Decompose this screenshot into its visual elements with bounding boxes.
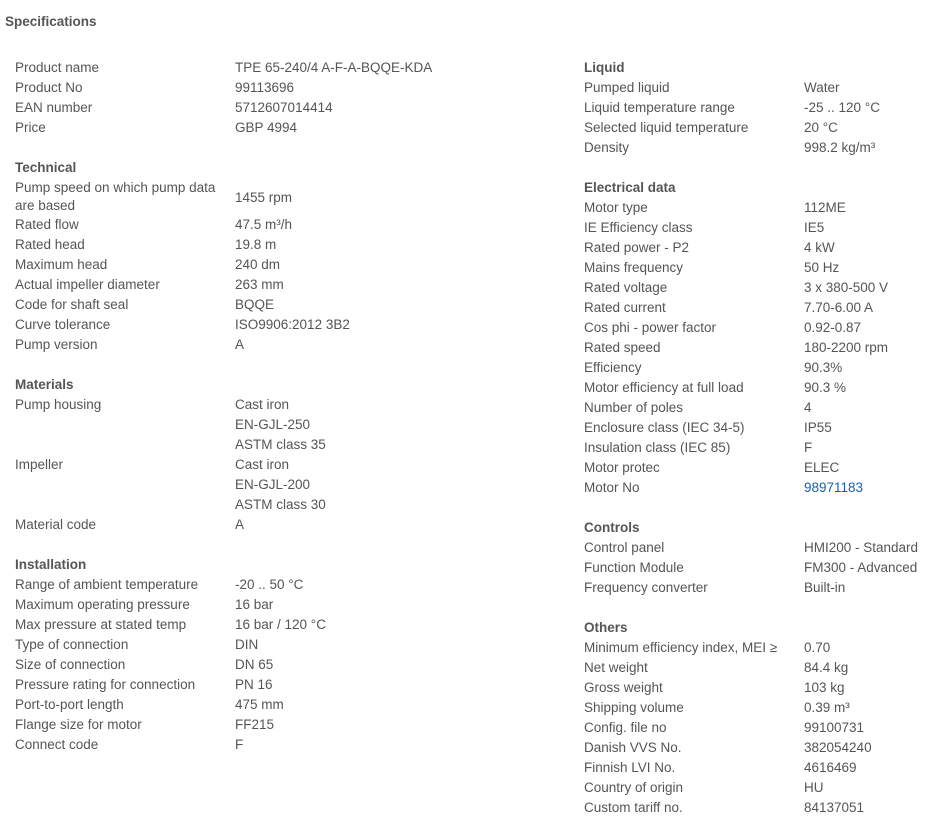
- spec-values: [804, 398, 931, 418]
- spec-row-minimum-efficiency-index-mei: [584, 638, 931, 658]
- spec-row-enclosure-class-iec-34-5: [584, 418, 931, 438]
- spec-label: Control panel: [584, 540, 665, 555]
- spec-values: [804, 658, 931, 678]
- spec-label: Size of connection: [15, 657, 126, 672]
- spec-values: [804, 558, 931, 578]
- spec-label: Gross weight: [584, 680, 663, 695]
- spec-values: [804, 378, 931, 398]
- spec-row-ie-efficiency-class: [584, 218, 931, 238]
- spec-label: Product No: [15, 80, 83, 95]
- spec-value: 99100731: [804, 720, 865, 735]
- spec-label: Type of connection: [15, 637, 129, 652]
- spec-row-rated-power-p2: [584, 238, 931, 258]
- spec-label: Number of poles: [584, 400, 684, 415]
- spec-row-port-to-port-length: [15, 695, 560, 715]
- spec-label: Insulation class (IEC 85): [584, 440, 731, 455]
- spec-values: [235, 735, 560, 755]
- spec-value: IP55: [804, 420, 832, 435]
- spec-label: Finnish LVI No.: [584, 760, 676, 775]
- section-heading: Controls: [584, 520, 640, 535]
- spec-value: -20 .. 50 °C: [235, 577, 304, 592]
- spec-values: [804, 778, 931, 798]
- spec-row-function-module: [584, 558, 931, 578]
- spec-value: 240 dm: [235, 257, 281, 272]
- spec-value: HU: [804, 780, 824, 795]
- spec-values: [235, 395, 560, 455]
- spec-values: [235, 78, 560, 98]
- spec-label: Frequency converter: [584, 580, 708, 595]
- spec-row-pressure-rating-for-connection: [15, 675, 560, 695]
- spec-values: [235, 695, 560, 715]
- spec-values: [804, 258, 931, 278]
- spec-values: [804, 758, 931, 778]
- spec-value: 84137051: [804, 800, 865, 815]
- spec-values: [235, 455, 560, 515]
- spec-section-electrical-data: [584, 178, 931, 498]
- spec-values: [235, 615, 560, 635]
- spec-value: -25 .. 120 °C: [804, 100, 880, 115]
- spec-row-net-weight: [584, 658, 931, 678]
- spec-row-shipping-volume: [584, 698, 931, 718]
- spec-value: A: [235, 517, 245, 532]
- spec-label: Minimum efficiency index, MEI ≥: [584, 640, 778, 655]
- spec-row-size-of-connection: [15, 655, 560, 675]
- spec-label: Code for shaft seal: [15, 297, 129, 312]
- spec-value: PN 16: [235, 677, 273, 692]
- spec-values: [804, 318, 931, 338]
- spec-value: 112ME: [804, 200, 846, 215]
- spec-label: Range of ambient temperature: [15, 577, 199, 592]
- spec-row-material-code: [15, 515, 560, 535]
- spec-label: IE Efficiency class: [584, 220, 693, 235]
- spec-values: [235, 98, 560, 118]
- spec-label: Actual impeller diameter: [15, 277, 160, 292]
- spec-section-product: [15, 58, 560, 138]
- spec-label: Rated current: [584, 300, 666, 315]
- spec-section-controls: [584, 518, 931, 598]
- spec-values: [804, 638, 931, 658]
- spec-value: Cast iron: [235, 397, 290, 412]
- spec-row-motor-protec: [584, 458, 931, 478]
- specs-right-column: [584, 58, 931, 838]
- spec-section-technical: [15, 158, 560, 355]
- section-heading: Others: [584, 620, 628, 635]
- spec-row-flange-size-for-motor: [15, 715, 560, 735]
- spec-label: Maximum operating pressure: [15, 597, 190, 612]
- spec-values: [804, 218, 931, 238]
- spec-label: Max pressure at stated temp: [15, 617, 187, 632]
- page-title: Specifications: [5, 14, 97, 29]
- spec-values: [804, 798, 931, 818]
- spec-row-pump-housing: [15, 395, 560, 455]
- spec-value: ELEC: [804, 460, 840, 475]
- spec-value: 19.8 m: [235, 237, 277, 252]
- spec-values: [235, 178, 560, 215]
- spec-label: Material code: [15, 517, 97, 532]
- spec-value: TPE 65-240/4 A-F-A-BQQE-KDA: [235, 60, 433, 75]
- section-heading: Installation: [15, 557, 87, 572]
- spec-section-liquid: [584, 58, 931, 158]
- spec-row-motor-efficiency-at-full-load: [584, 378, 931, 398]
- spec-label: Connect code: [15, 737, 99, 752]
- spec-label: Flange size for motor: [15, 717, 142, 732]
- spec-values: [235, 315, 560, 335]
- spec-values: [235, 595, 560, 615]
- spec-label: Motor No: [584, 480, 640, 495]
- spec-label: Net weight: [584, 660, 648, 675]
- spec-label: Impeller: [15, 457, 64, 472]
- spec-values: [804, 578, 931, 598]
- spec-values: [804, 478, 931, 498]
- spec-values: [804, 438, 931, 458]
- spec-row-liquid-temperature-range: [584, 98, 931, 118]
- spec-value: FF215: [235, 717, 275, 732]
- spec-label: Selected liquid temperature: [584, 120, 749, 135]
- spec-values: [235, 235, 560, 255]
- spec-label: Cos phi - power factor: [584, 320, 717, 335]
- spec-value: 4: [804, 400, 812, 415]
- spec-label: Function Module: [584, 560, 684, 575]
- spec-label: Rated voltage: [584, 280, 668, 295]
- spec-row-mains-frequency: [584, 258, 931, 278]
- spec-value: 1455 rpm: [235, 190, 293, 205]
- spec-values: [804, 458, 931, 478]
- spec-row-efficiency: [584, 358, 931, 378]
- spec-row-code-for-shaft-seal: [15, 295, 560, 315]
- spec-values: [235, 655, 560, 675]
- spec-value: IE5: [804, 220, 825, 235]
- spec-value: 50 Hz: [804, 260, 840, 275]
- spec-values: [235, 275, 560, 295]
- spec-label: Pressure rating for connection: [15, 677, 196, 692]
- spec-values: [804, 138, 931, 158]
- spec-values: [804, 238, 931, 258]
- spec-values: [235, 58, 560, 78]
- spec-row-pump-speed-on-which-pump-data-are-based: [15, 178, 560, 215]
- spec-values: [804, 698, 931, 718]
- spec-value: ASTM class 30: [235, 497, 326, 512]
- spec-row-pump-version: [15, 335, 560, 355]
- spec-label: Danish VVS No.: [584, 740, 682, 755]
- spec-section-materials: [15, 375, 560, 535]
- spec-value: 998.2 kg/m³: [804, 140, 876, 155]
- spec-row-custom-tariff-no: [584, 798, 931, 818]
- spec-value: ISO9906:2012 3B2: [235, 317, 350, 332]
- spec-values: [804, 718, 931, 738]
- spec-label: Pumped liquid: [584, 80, 670, 95]
- spec-values: [235, 515, 560, 535]
- spec-row-product-no: [15, 78, 560, 98]
- spec-label: Curve tolerance: [15, 317, 111, 332]
- spec-values: [804, 418, 931, 438]
- spec-row-motor-type: [584, 198, 931, 218]
- spec-label: Port-to-port length: [15, 697, 124, 712]
- section-heading: Materials: [15, 377, 74, 392]
- spec-values: [804, 198, 931, 218]
- spec-value: 90.3%: [804, 360, 843, 375]
- spec-row-ean-number: [15, 98, 560, 118]
- spec-row-maximum-operating-pressure: [15, 595, 560, 615]
- spec-value: FM300 - Advanced: [804, 560, 918, 575]
- spec-values: [235, 635, 560, 655]
- spec-row-number-of-poles: [584, 398, 931, 418]
- spec-row-actual-impeller-diameter: [15, 275, 560, 295]
- spec-values: [235, 295, 560, 315]
- spec-row-impeller: [15, 455, 560, 515]
- spec-label: Enclosure class (IEC 34-5): [584, 420, 745, 435]
- spec-values: [235, 675, 560, 695]
- spec-row-pumped-liquid: [584, 78, 931, 98]
- spec-section-others: [584, 618, 931, 818]
- spec-row-cos-phi-power-factor: [584, 318, 931, 338]
- spec-value: GBP 4994: [235, 120, 298, 135]
- spec-row-price: [15, 118, 560, 138]
- spec-label: Shipping volume: [584, 700, 684, 715]
- spec-value: Cast iron: [235, 457, 290, 472]
- spec-row-range-of-ambient-temperature: [15, 575, 560, 595]
- spec-row-finnish-lvi-no: [584, 758, 931, 778]
- spec-value: 103 kg: [804, 680, 845, 695]
- spec-value: 16 bar: [235, 597, 274, 612]
- spec-label: Rated power - P2: [584, 240, 690, 255]
- spec-values: [804, 78, 931, 98]
- spec-values: [235, 715, 560, 735]
- spec-label: Pump housing: [15, 397, 102, 412]
- spec-values: [804, 298, 931, 318]
- spec-row-selected-liquid-temperature: [584, 118, 931, 138]
- spec-section-installation: [15, 555, 560, 755]
- spec-values: [235, 215, 560, 235]
- spec-values: [804, 678, 931, 698]
- spec-value: 180-2200 rpm: [804, 340, 889, 355]
- spec-value: EN-GJL-200: [235, 477, 311, 492]
- spec-label: Motor efficiency at full load: [584, 380, 744, 395]
- spec-label: Maximum head: [15, 257, 108, 272]
- spec-values: [235, 255, 560, 275]
- spec-label: Rated flow: [15, 217, 79, 232]
- spec-value: 3 x 380-500 V: [804, 280, 889, 295]
- spec-value: 20 °C: [804, 120, 838, 135]
- spec-values: [235, 575, 560, 595]
- spec-label: Pump version: [15, 337, 98, 352]
- spec-row-rated-current: [584, 298, 931, 318]
- spec-label: EAN number: [15, 100, 93, 115]
- spec-value: 382054240: [804, 740, 872, 755]
- spec-label: Pump speed on which pump data are based: [15, 180, 216, 213]
- spec-value: 0.70: [804, 640, 831, 655]
- spec-value: DN 65: [235, 657, 274, 672]
- spec-label: Rated speed: [584, 340, 661, 355]
- spec-label: Mains frequency: [584, 260, 684, 275]
- spec-value: Built-in: [804, 580, 846, 595]
- spec-row-country-of-origin: [584, 778, 931, 798]
- section-heading: Electrical data: [584, 180, 676, 195]
- spec-row-rated-voltage: [584, 278, 931, 298]
- section-heading: Technical: [15, 160, 77, 175]
- spec-values: [804, 98, 931, 118]
- spec-label: Liquid temperature range: [584, 100, 735, 115]
- spec-row-product-name: [15, 58, 560, 78]
- spec-label: Motor protec: [584, 460, 660, 475]
- spec-values: [235, 335, 560, 355]
- spec-value: ASTM class 35: [235, 437, 326, 452]
- spec-value: 5712607014414: [235, 100, 333, 115]
- spec-values: [804, 538, 931, 558]
- spec-value: F: [235, 737, 244, 752]
- spec-label: Product name: [15, 60, 100, 75]
- spec-value: 0.92-0.87: [804, 320, 862, 335]
- section-heading: Liquid: [584, 60, 625, 75]
- spec-value: HMI200 - Standard: [804, 540, 919, 555]
- spec-label: Efficiency: [584, 360, 642, 375]
- spec-values: [804, 358, 931, 378]
- spec-value: EN-GJL-250: [235, 417, 311, 432]
- spec-row-rated-head: [15, 235, 560, 255]
- spec-row-gross-weight: [584, 678, 931, 698]
- spec-label: Rated head: [15, 237, 85, 252]
- spec-label: Custom tariff no.: [584, 800, 683, 815]
- spec-value: Water: [804, 80, 840, 95]
- spec-values: [804, 278, 931, 298]
- spec-values: [804, 738, 931, 758]
- spec-value: 4616469: [804, 760, 857, 775]
- spec-row-insulation-class-iec-85: [584, 438, 931, 458]
- spec-row-config-file-no: [584, 718, 931, 738]
- spec-row-frequency-converter: [584, 578, 931, 598]
- spec-value: 475 mm: [235, 697, 284, 712]
- spec-row-curve-tolerance: [15, 315, 560, 335]
- spec-row-connect-code: [15, 735, 560, 755]
- spec-value: 84.4 kg: [804, 660, 849, 675]
- spec-label: Density: [584, 140, 630, 155]
- spec-row-type-of-connection: [15, 635, 560, 655]
- spec-value: DIN: [235, 637, 259, 652]
- spec-values: [804, 118, 931, 138]
- spec-row-max-pressure-at-stated-temp: [15, 615, 560, 635]
- spec-value: 4 kW: [804, 240, 835, 255]
- spec-value: 263 mm: [235, 277, 284, 292]
- spec-value: 0.39 m³: [804, 700, 850, 715]
- spec-value: 16 bar / 120 °C: [235, 617, 326, 632]
- spec-value: BQQE: [235, 297, 275, 312]
- spec-row-danish-vvs-no: [584, 738, 931, 758]
- spec-value: 99113696: [235, 80, 295, 95]
- spec-row-rated-flow: [15, 215, 560, 235]
- specs-left-column: [15, 58, 560, 775]
- spec-values: [235, 118, 560, 138]
- spec-row-maximum-head: [15, 255, 560, 275]
- spec-value: 7.70-6.00 A: [804, 300, 874, 315]
- spec-value: 47.5 m³/h: [235, 217, 293, 232]
- spec-row-density: [584, 138, 931, 158]
- spec-label: Motor type: [584, 200, 648, 215]
- spec-label: Config. file no: [584, 720, 667, 735]
- spec-value-link[interactable]: 98971183: [804, 480, 864, 495]
- spec-label: Country of origin: [584, 780, 684, 795]
- spec-row-control-panel: [584, 538, 931, 558]
- spec-value: A: [235, 337, 245, 352]
- spec-row-motor-no: [584, 478, 931, 498]
- spec-label: Price: [15, 120, 46, 135]
- spec-row-rated-speed: [584, 338, 931, 358]
- spec-values: [804, 338, 931, 358]
- spec-value: F: [804, 440, 813, 455]
- spec-value: 90.3 %: [804, 380, 847, 395]
